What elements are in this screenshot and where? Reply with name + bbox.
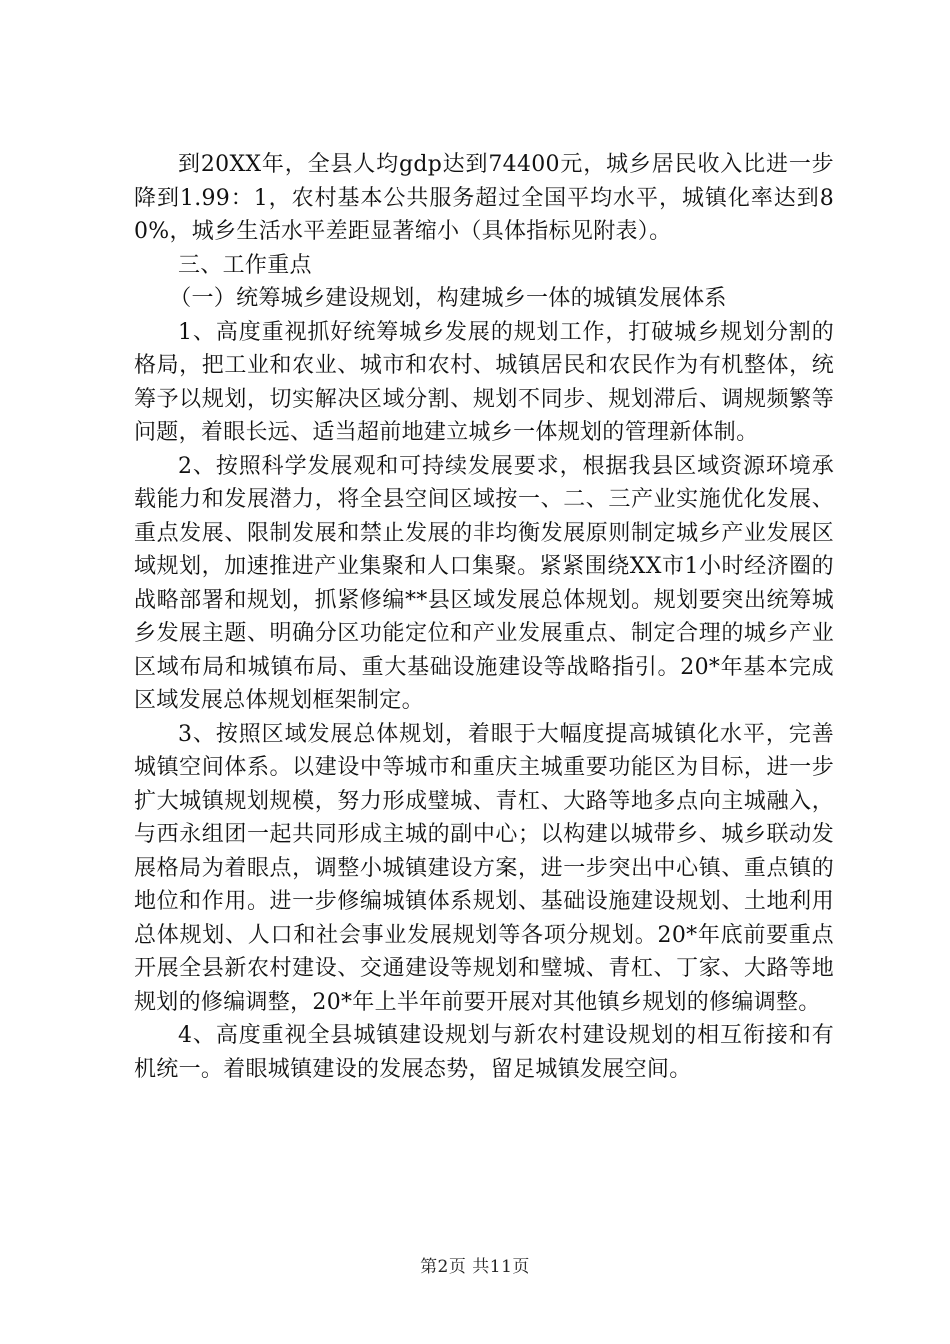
paragraph-item-2: 2、按照科学发展观和可持续发展要求，根据我县区域资源环境承载能力和发展潜力，将全县空间区域按一、二、三产业实施优化发展、重点发展、限制发展和禁止发展的非均衡发展原则制定城乡产业发展区域规划，加速推进产业集聚和人口集聚。紧紧围绕XX市1小时经济圈的战略部署和规划，抓紧修编**县区域发展总体规划。规划要突出统筹城乡发展主题、明确分区功能定位和产业发展重点、制定合理的城乡产业区域布局和城镇布局、重大基础设施建设等战略指引。20*年基本完成区域发展总体规划框架制定。	[134, 453, 834, 713]
document-body	[134, 148, 834, 1086]
subsection-heading-planning: （一）统筹城乡建设规划，构建城乡一体的城镇发展体系	[169, 286, 727, 311]
paragraph-item-4: 4、高度重视全县城镇建设规划与新农村建设规划的相互衔接和有机统一。着眼城镇建设的发展态势，留足城镇发展空间。	[134, 1023, 834, 1082]
paragraph-item-1: 1、高度重视抓好统筹城乡发展的规划工作，打破城乡规划分割的格局，把工业和农业、城市和农村、城镇居民和农民作为有机整体，统筹予以规划，切实解决区域分割、规划不同步、规划滞后、调规频繁等问题，着眼长远、适当超前地建立城乡一体规划的管理新体制。	[134, 319, 834, 445]
page-number-footer: 第2页 共11页	[420, 1257, 530, 1277]
paragraph-target-summary: 到20XX年，全县人均gdp达到74400元，城乡居民收入比进一步降到1.99：1，农村基本公共服务超过全国平均水平，城镇化率达到80%，城乡生活水平差距显著缩小（具体指标见附表）。	[134, 152, 834, 244]
paragraph-item-3: 3、按照区域发展总体规划，着眼于大幅度提高城镇化水平，完善城镇空间体系。以建设中等城市和重庆主城重要功能区为目标，进一步扩大城镇规划规模，努力形成璧城、青杠、大路等地多点向主城融入，与西永组团一起共同形成主城的副中心；以构建以城带乡、城乡联动发展格局为着眼点，调整小城镇建设方案，进一步突出中心镇、重点镇的地位和作用。进一步修编城镇体系规划、基础设施建设规划、土地利用总体规划、人口和社会事业发展规划等各项分规划。20*年底前要重点开展全县新农村建设、交通建设等规划和璧城、青杠、丁家、大路等地规划的修编调整，20*年上半年前要开展对其他镇乡规划的修编调整。	[134, 721, 834, 1015]
section-heading-work-focus: 三、工作重点	[178, 252, 312, 278]
